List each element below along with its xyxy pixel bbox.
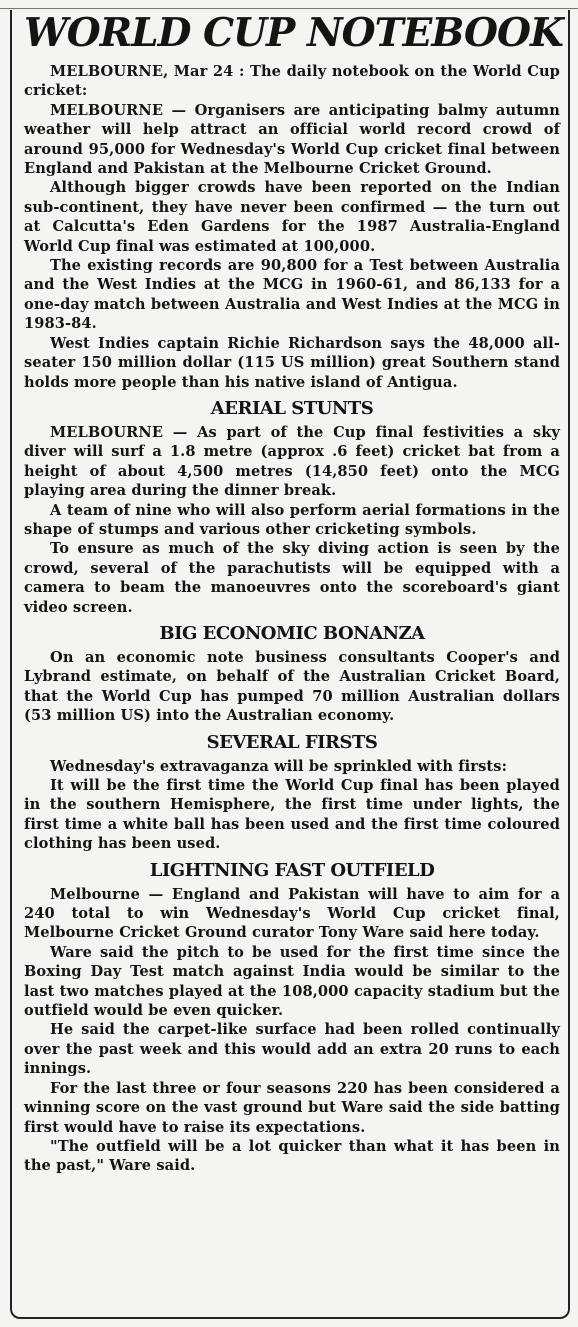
section-heading-aerial-stunts: AERIAL STUNTS [210,397,374,419]
paragraph: For the last three or four seasons 220 has been considered a winning score on the vast ground but Ware said the side batting first would have to raise its expectations. [24,1079,560,1136]
paragraph: Although bigger crowds have been reported on the Indian sub-continent, they have never been confirmed — the turn out at Calcutta's Eden Gardens for the 1987 Australia-England World Cup final was estimated at 100,000. [24,179,560,255]
section-heading-economic-bonanza: BIG ECONOMIC BONANZA [159,622,425,644]
paragraph: West Indies captain Richie Richardson says the 48,000 all-seater 150 million dollar (115 US million) great Southern stand holds more people than his native island of Antigua. [24,334,560,391]
paragraph: Melbourne — England and Pakistan will have to aim for a 240 total to win Wednesday's World Cup cricket final, Melbourne Cricket Ground curator Tony Ware said here today. [24,885,560,942]
article-title: WORLD CUP NOTEBOOK [24,10,563,56]
section-heading-lightning-fast-outfield: LIGHTNING FAST OUTFIELD [149,859,435,881]
paragraph: On an economic note business consultants Cooper's and Lybrand estimate, on behalf of the Australian Cricket Board, that the World Cup has pumped 70 million Australian dollars (53 million US) into the Australian economy. [24,648,560,725]
paragraph: Ware said the pitch to be used for the first time since the Boxing Day Test match against India would be similar to the last two matches played at the 108,000 capacity stadium but the outfield would be even quicker. [24,943,560,1020]
paragraph: It will be the first time the World Cup final has been played in the southern Hemisphere, the first time under lights, the first time a white ball has been used and the first time coloured clothing has been used. [24,777,560,853]
section-heading-several-firsts: SEVERAL FIRSTS [206,731,378,753]
paragraph: He said the carpet-like surface had been rolled continually over the past week and this would add an extra 20 runs to each innings. [24,1021,560,1078]
paragraph: MELBOURNE — As part of the Cup final festivities a sky diver will surf a 1.8 metre (approx .6 feet) cricket bat from a height of about 4,500 metres (14,850 feet) onto the MCG playing area during the dinner break. [24,423,560,500]
paragraph: A team of nine who will also perform aerial formations in the shape of stumps and various other cricketing symbols. [24,501,560,538]
top-rule [0,0,578,9]
article-body [24,10,563,1176]
paragraph: To ensure as much of the sky diving action is seen by the crowd, several of the parachutists will be equipped with a camera to beam the manoeuvres onto the scoreboard's giant video screen. [24,540,560,616]
paragraph: "The outfield will be a lot quicker than what it has been in the past," Ware said. [24,1137,560,1175]
paragraph: Wednesday's extravaganza will be sprinkled with firsts: [50,757,508,775]
dateline-paragraph: MELBOURNE, Mar 24 : The daily notebook on the World Cup cricket: [24,63,560,100]
paragraph: MELBOURNE — Organisers are anticipating balmy autumn weather will help attract an official world record crowd of around 95,000 for Wednesday's World Cup cricket final between England and Pakistan at the Melbourne Cricket Ground. [24,101,560,178]
paragraph: The existing records are 90,800 for a Test between Australia and the West Indies at the MCG in 1960-61, and 86,133 for a one-day match between Australia and West Indies at the MCG in 1983-84. [24,257,560,333]
